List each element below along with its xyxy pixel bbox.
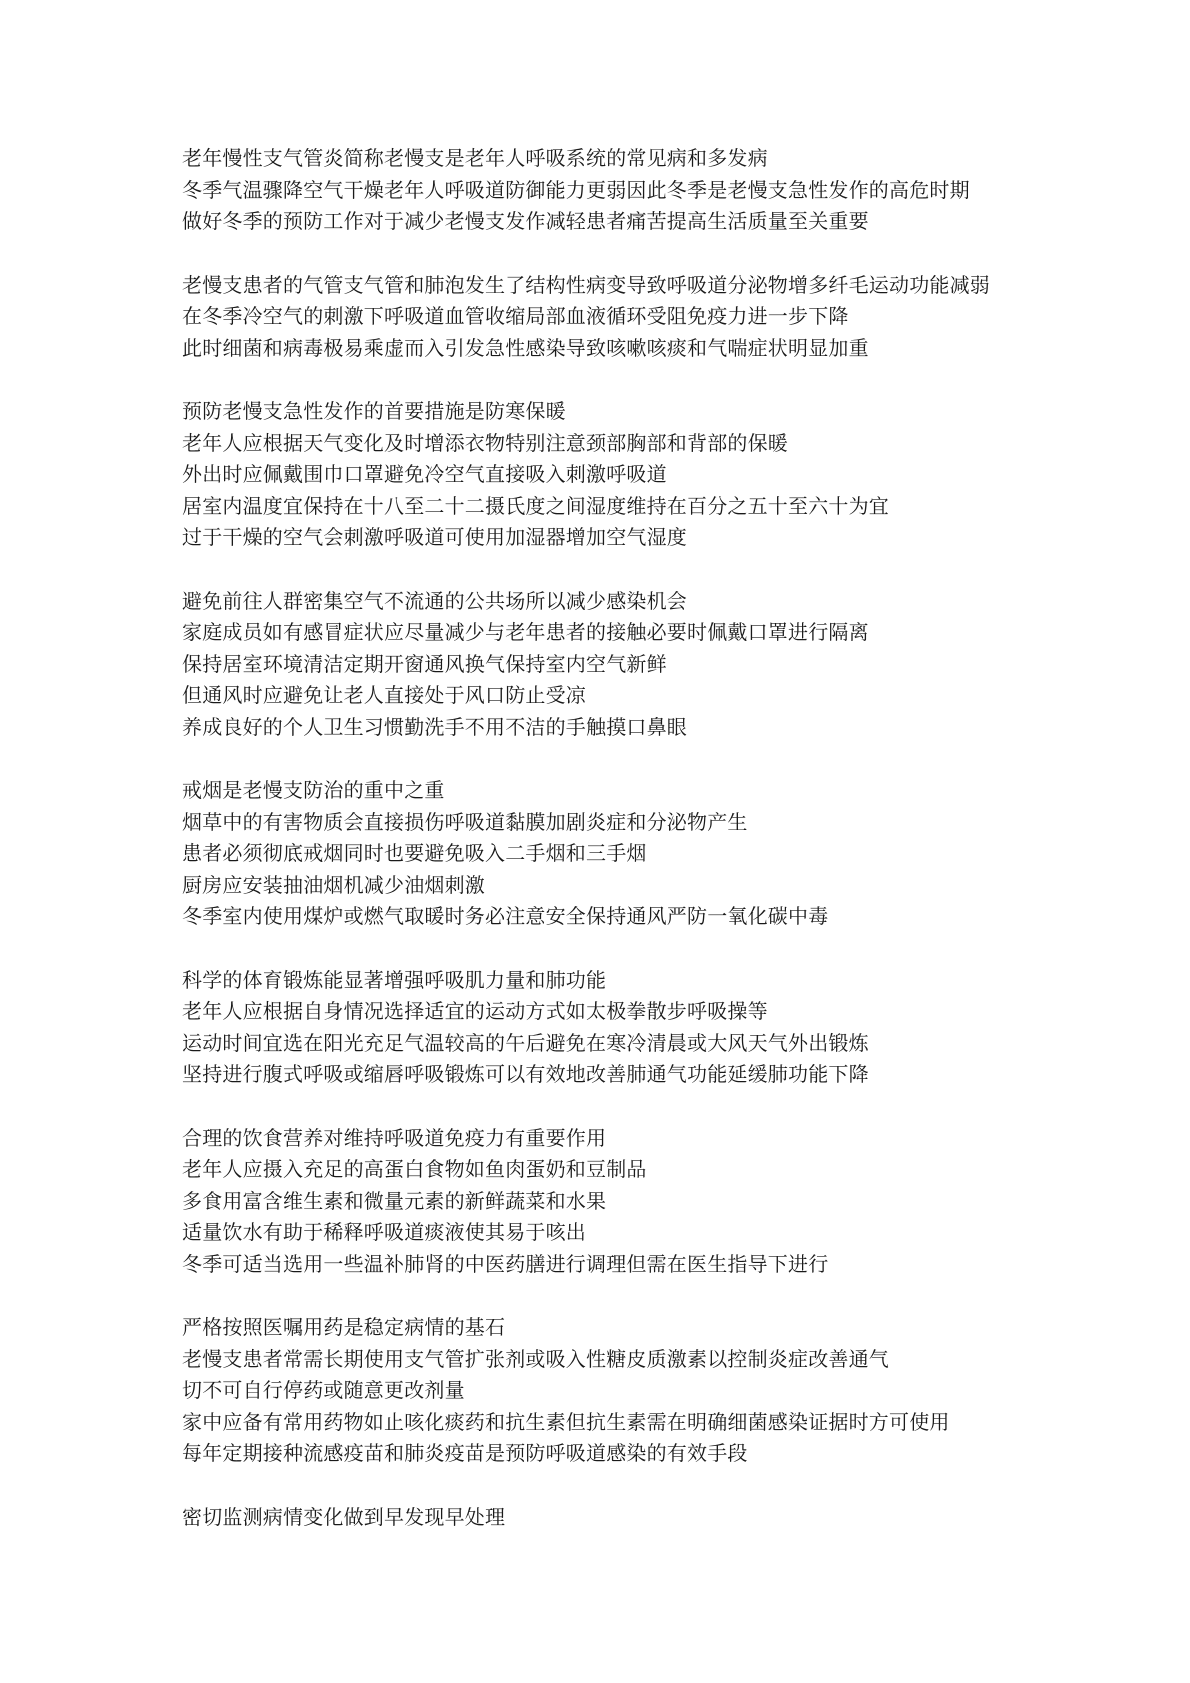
paragraph xyxy=(182,775,1082,933)
text-line: 做好冬季的预防工作对于减少老慢支发作减轻患者痛苦提高生活质量至关重要 xyxy=(182,209,869,233)
text-line: 切不可自行停药或随意更改剂量 xyxy=(182,1378,465,1402)
text-line: 老年人应摄入充足的高蛋白食物如鱼肉蛋奶和豆制品 xyxy=(182,1157,647,1181)
paragraph xyxy=(182,1312,1082,1470)
text-line: 此时细菌和病毒极易乘虚而入引发急性感染导致咳嗽咳痰和气喘症状明显加重 xyxy=(182,335,869,360)
paragraph xyxy=(182,396,1082,554)
text-line: 老慢支患者常需长期使用支气管扩张剂或吸入性糖皮质激素以控制炎症改善通气 xyxy=(182,1346,889,1371)
text-line: 坚持进行腹式呼吸或缩唇呼吸锻炼可以有效地改善肺通气功能延缓肺功能下降 xyxy=(182,1062,869,1086)
text-line: 老年人应根据天气变化及时增添衣物特别注意颈部胸部和背部的保暖 xyxy=(182,430,788,455)
text-line: 家庭成员如有感冒症状应尽量减少与老年患者的接触必要时佩戴口罩进行隔离 xyxy=(182,620,869,644)
text-line: 每年定期接种流感疫苗和肺炎疫苗是预防呼吸道感染的有效手段 xyxy=(182,1441,748,1465)
text-line: 冬季气温骤降空气干燥老年人呼吸道防御能力更弱因此冬季是老慢支急性发作的高危时期 xyxy=(182,177,970,202)
text-line: 老年人应根据自身情况选择适宜的运动方式如太极拳散步呼吸操等 xyxy=(182,999,768,1023)
text-line: 冬季室内使用煤炉或燃气取暖时务必注意安全保持通风严防一氧化碳中毒 xyxy=(182,904,829,928)
paragraph xyxy=(182,143,1082,238)
text-line: 在冬季冷空气的刺激下呼吸道血管收缩局部血液循环受阻免疫力进一步下降 xyxy=(182,304,849,328)
text-line: 养成良好的个人卫生习惯勤洗手不用不洁的手触摸口鼻眼 xyxy=(182,714,687,739)
text-line: 避免前往人群密集空气不流通的公共场所以减少感染机会 xyxy=(182,588,687,613)
text-line: 厨房应安装抽油烟机减少油烟刺激 xyxy=(182,872,485,897)
text-line: 但通风时应避免让老人直接处于风口防止受凉 xyxy=(182,683,586,707)
text-line: 烟草中的有害物质会直接损伤呼吸道黏膜加剧炎症和分泌物产生 xyxy=(182,809,748,834)
text-line: 密切监测病情变化做到早发现早处理 xyxy=(182,1504,506,1529)
paragraph xyxy=(182,1123,1082,1281)
text-line: 老慢支患者的气管支气管和肺泡发生了结构性病变导致呼吸道分泌物增多纤毛运动功能减弱 xyxy=(182,272,990,297)
text-line: 外出时应佩戴围巾口罩避免冷空气直接吸入刺激呼吸道 xyxy=(182,462,667,486)
paragraph xyxy=(182,270,1082,365)
text-line: 合理的饮食营养对维持呼吸道免疫力有重要作用 xyxy=(182,1125,607,1150)
text-line: 家中应备有常用药物如止咳化痰药和抗生素但抗生素需在明确细菌感染证据时方可使用 xyxy=(182,1409,950,1434)
text-line: 预防老慢支急性发作的首要措施是防寒保暖 xyxy=(182,399,566,423)
text-line: 戒烟是老慢支防治的重中之重 xyxy=(182,778,445,802)
text-line: 老年慢性支气管炎简称老慢支是老年人呼吸系统的常见病和多发病 xyxy=(182,146,768,170)
text-line: 适量饮水有助于稀释呼吸道痰液使其易于咳出 xyxy=(182,1220,586,1244)
text-line: 运动时间宜选在阳光充足气温较高的午后避免在寒冷清晨或大风天气外出锻炼 xyxy=(182,1030,869,1055)
paragraph xyxy=(182,1502,1082,1534)
text-line: 过于干燥的空气会刺激呼吸道可使用加湿器增加空气湿度 xyxy=(182,525,687,549)
text-line: 保持居室环境清洁定期开窗通风换气保持室内空气新鲜 xyxy=(182,651,667,676)
text-line: 冬季可适当选用一些温补肺肾的中医药膳进行调理但需在医生指导下进行 xyxy=(182,1251,829,1276)
text-line: 居室内温度宜保持在十八至二十二摄氏度之间湿度维持在百分之五十至六十为宜 xyxy=(182,493,889,518)
paragraph xyxy=(182,586,1082,744)
paragraph xyxy=(182,965,1082,1091)
text-line: 多食用富含维生素和微量元素的新鲜蔬菜和水果 xyxy=(182,1188,607,1213)
text-line: 科学的体育锻炼能显著增强呼吸肌力量和肺功能 xyxy=(182,967,607,992)
text-line: 严格按照医嘱用药是稳定病情的基石 xyxy=(182,1315,506,1339)
text-line: 患者必须彻底戒烟同时也要避免吸入二手烟和三手烟 xyxy=(182,841,647,865)
document-body xyxy=(182,143,1082,1565)
